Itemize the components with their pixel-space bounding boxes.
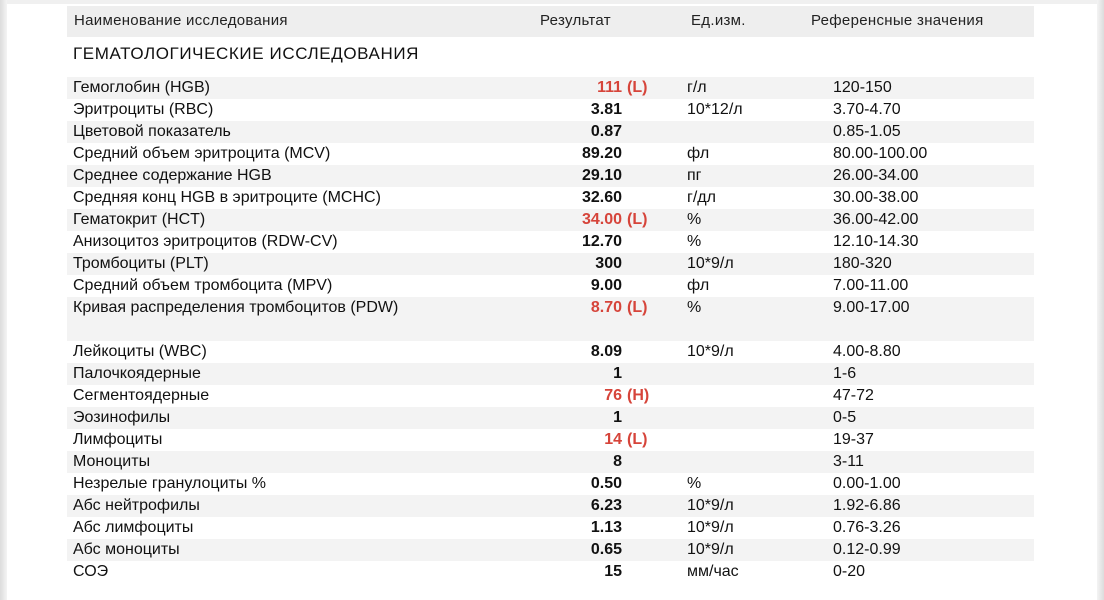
row-name: Лейкоциты (WBC) (73, 343, 207, 360)
row-result: 8.70 (590, 299, 622, 316)
row-reference: 80.00-100.00 (833, 145, 928, 162)
row-reference: 30.00-38.00 (833, 189, 919, 206)
row-reference: 47-72 (833, 387, 874, 404)
row-name: Сегментоядерные (73, 387, 210, 404)
row-result: 9.00 (590, 277, 622, 294)
row-reference: 120-150 (833, 79, 892, 96)
page-edge-right (1097, 0, 1104, 600)
table-row (67, 517, 1034, 539)
row-name: Гемоглобин (HGB) (73, 79, 210, 96)
row-result: 111 (597, 79, 622, 96)
row-result: 29.10 (581, 167, 622, 184)
row-result: 76 (604, 387, 622, 404)
row-reference: 1-6 (833, 365, 857, 382)
row-name: СОЭ (73, 563, 109, 580)
row-name: Средняя конц HGB в эритроците (MCHC) (73, 189, 381, 206)
row-reference: 4.00-8.80 (833, 343, 901, 360)
header-unit: Ед.изм. (691, 12, 746, 29)
row-result: 0.65 (590, 541, 622, 558)
row-name: Абс лимфоциты (73, 519, 194, 536)
row-reference: 9.00-17.00 (833, 299, 910, 316)
row-reference: 3.70-4.70 (833, 101, 901, 118)
header-result: Результат (540, 12, 611, 29)
row-unit: % (687, 475, 702, 492)
table-row (67, 495, 1034, 517)
row-name: Абс нейтрофилы (73, 497, 200, 514)
row-name: Эритроциты (RBC) (73, 101, 214, 118)
row-reference: 0-5 (833, 409, 857, 426)
row-reference: 36.00-42.00 (833, 211, 919, 228)
row-flag: (L) (627, 299, 648, 316)
header-name: Наименование исследования (74, 12, 288, 29)
row-name: Моноциты (73, 453, 151, 470)
row-reference: 3-11 (833, 453, 864, 470)
row-result: 0.50 (590, 475, 622, 492)
row-unit: г/л (687, 79, 707, 96)
row-result: 1 (613, 409, 622, 426)
row-name: Палочкоядерные (73, 365, 201, 382)
row-unit: фл (687, 145, 710, 162)
top-strip (7, 0, 1097, 4)
row-result: 34.00 (581, 211, 622, 228)
row-result: 1.13 (590, 519, 622, 536)
results-table (67, 77, 1034, 583)
table-row (67, 209, 1034, 231)
table-row (67, 341, 1034, 363)
table-row (67, 451, 1034, 473)
row-name: Абс моноциты (73, 541, 180, 558)
table-row (67, 187, 1034, 209)
row-unit: 10*9/л (687, 541, 734, 558)
row-result: 32.60 (581, 189, 622, 206)
row-unit: % (687, 299, 702, 316)
page-edge-left (0, 0, 7, 600)
row-result: 0.87 (590, 123, 622, 140)
table-row (67, 473, 1034, 495)
row-result: 8 (613, 453, 622, 470)
row-reference: 0-20 (833, 563, 866, 580)
row-unit: г/дл (687, 189, 716, 206)
row-reference: 180-320 (833, 255, 892, 272)
row-result: 300 (595, 255, 622, 272)
table-row (67, 121, 1034, 143)
header-reference: Референсные значения (811, 12, 984, 29)
row-name: Лимфоциты (73, 431, 163, 448)
row-reference: 0.85-1.05 (833, 123, 901, 140)
row-reference: 7.00-11.00 (833, 277, 909, 294)
row-unit: % (687, 233, 702, 250)
row-result: 15 (604, 563, 622, 580)
row-result: 14 (604, 431, 622, 448)
row-unit: фл (687, 277, 710, 294)
row-reference: 19-37 (833, 431, 874, 448)
row-unit: 10*9/л (687, 519, 734, 536)
table-row (67, 407, 1034, 429)
table-row (67, 429, 1034, 451)
row-result: 8.09 (590, 343, 622, 360)
row-name: Анизоцитоз эритроцитов (RDW-CV) (73, 233, 338, 250)
row-reference: 26.00-34.00 (833, 167, 919, 184)
row-name: Незрелые гранулоциты % (73, 475, 267, 492)
row-name: Среднее содержание HGB (73, 167, 272, 184)
row-unit: 10*9/л (687, 497, 734, 514)
row-result: 3.81 (590, 101, 622, 118)
table-row (67, 297, 1034, 341)
row-unit: % (687, 211, 702, 228)
table-row (67, 253, 1034, 275)
row-unit: 10*9/л (687, 255, 734, 272)
row-flag: (L) (627, 431, 648, 448)
row-reference: 1.92-6.86 (833, 497, 901, 514)
row-reference: 0.76-3.26 (833, 519, 901, 536)
table-row (67, 77, 1034, 99)
row-reference: 0.12-0.99 (833, 541, 901, 558)
row-result: 1 (613, 365, 622, 382)
table-row (67, 363, 1034, 385)
row-unit: пг (687, 167, 702, 184)
row-name: Цветовой показатель (73, 123, 231, 140)
table-row (67, 231, 1034, 253)
row-flag: (L) (627, 211, 648, 228)
row-name: Тромбоциты (PLT) (73, 255, 209, 272)
table-row (67, 561, 1034, 583)
row-flag: (H) (627, 387, 650, 404)
row-name: Эозинофилы (73, 409, 171, 426)
table-row (67, 275, 1034, 297)
row-unit: 10*9/л (687, 343, 734, 360)
row-unit: 10*12/л (687, 101, 743, 118)
table-row (67, 385, 1034, 407)
table-row (67, 143, 1034, 165)
row-reference: 0.00-1.00 (833, 475, 901, 492)
row-name: Средний объем эритроцита (MCV) (73, 145, 331, 162)
table-row (67, 539, 1034, 561)
table-header (67, 6, 1034, 37)
row-result: 12.70 (581, 233, 622, 250)
row-name: Кривая распределения тромбоцитов (PDW) (73, 299, 399, 316)
row-flag: (L) (627, 79, 648, 96)
row-result: 6.23 (590, 497, 622, 514)
table-row (67, 165, 1034, 187)
row-name: Гематокрит (HCT) (73, 211, 206, 228)
row-name: Средний объем тромбоцита (MPV) (73, 277, 333, 294)
row-reference: 12.10-14.30 (833, 233, 919, 250)
section-title: ГЕМАТОЛОГИЧЕСКИЕ ИССЛЕДОВАНИЯ (73, 44, 420, 63)
row-unit: мм/час (687, 563, 739, 580)
table-row (67, 99, 1034, 121)
row-result: 89.20 (581, 145, 622, 162)
